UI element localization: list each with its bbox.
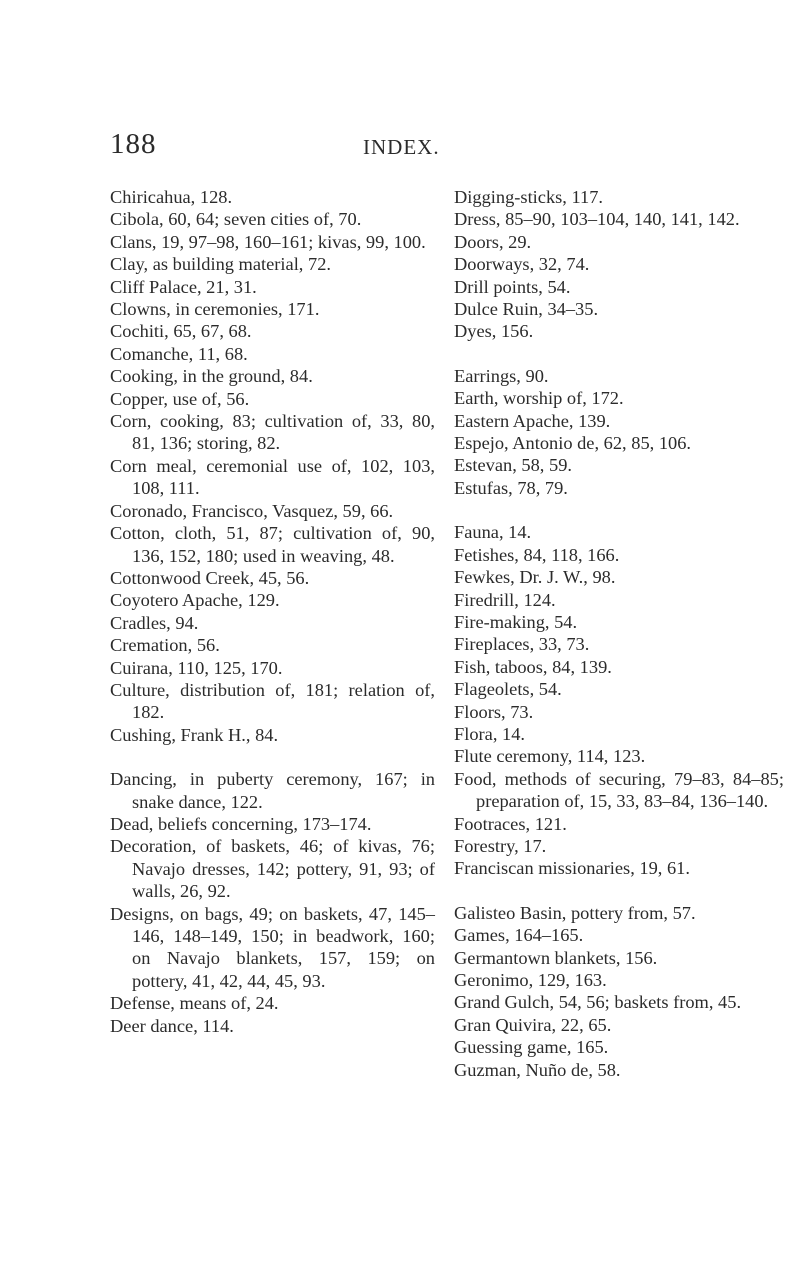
page-number: 188 (110, 128, 157, 160)
index-entry: Corn meal, ceremonial use of, 102, 103, 108, 111. (110, 455, 435, 499)
index-entry: Decoration, of baskets, 46; of kivas, 76; Navajo dresses, 142; pottery, 91, 93; of walls, 26, 92. (110, 836, 435, 902)
index-entry: Flute ceremony, 114, 123. (454, 746, 646, 767)
index-entry: Chiricahua, 128. (110, 187, 233, 207)
index-entry: Designs, on bags, 49; on baskets, 47, 145–146, 148–149, 150; in beadwork, 160; on Navajo blankets, 157, 159; on pottery, 41, 42, 44, 45, 93. (110, 903, 435, 991)
index-entry: Gran Quivira, 22, 65. (454, 1014, 612, 1035)
index-entry: Clowns, in ceremonies, 171. (110, 299, 320, 320)
index-entry: Doors, 29. (454, 231, 532, 252)
index-entry: Clay, as building material, 72. (110, 254, 331, 275)
index-group-e (454, 365, 784, 499)
index-entry: Estufas, 78, 79. (454, 477, 568, 498)
index-entry: Fish, taboos, 84, 139. (454, 656, 612, 677)
index-entry: Cibola, 60, 64; seven cities of, 70. (110, 209, 362, 230)
index-entry: Geronimo, 129, 163. (454, 970, 607, 990)
index-entry: Flageolets, 54. (454, 679, 562, 700)
group-spacer (454, 499, 784, 521)
index-entry: Cuirana, 110, 125, 170. (110, 657, 283, 678)
index-entry: Dyes, 156. (454, 321, 534, 342)
index-entry: Dead, beliefs concerning, 173–174. (110, 813, 372, 834)
index-group-f (454, 521, 784, 880)
index-entry: Earrings, 90. (454, 365, 549, 386)
index-group-d-cont (454, 186, 784, 343)
index-entry: Coyotero Apache, 129. (110, 590, 280, 611)
index-entry: Clans, 19, 97–98, 160–161; kivas, 99, 100. (110, 231, 426, 252)
index-entry: Flora, 14. (454, 723, 526, 744)
index-entry: Cochiti, 65, 67, 68. (110, 321, 252, 342)
index-entry: Forestry, 17. (454, 835, 547, 856)
index-entry: Firedrill, 124. (454, 589, 556, 610)
index-entry: Coronado, Francisco, Vasquez, 59, 66. (110, 500, 394, 521)
index-entry: Deer dance, 114. (110, 1015, 234, 1036)
index-group-c (110, 186, 435, 746)
index-entry: Cliff Palace, 21, 31. (110, 276, 257, 297)
index-entry: Food, methods of securing, 79–83, 84–85; preparation of, 15, 33, 83–84, 136–140. (454, 768, 784, 812)
index-entry: Cottonwood Creek, 45, 56. (110, 567, 310, 588)
index-entry: Fetishes, 84, 118, 166. (454, 544, 620, 565)
index-entry: Dress, 85–90, 103–104, 140, 141, 142. (454, 209, 740, 230)
index-entry: Floors, 73. (454, 701, 534, 722)
page-header: INDEX. (363, 135, 440, 159)
index-entry: Corn, cooking, 83; cultivation of, 33, 80, 81, 136; storing, 82. (110, 411, 435, 454)
index-entry: Fauna, 14. (454, 522, 532, 543)
index-entry: Grand Gulch, 54, 56; baskets from, 45. (454, 992, 742, 1013)
index-entry: Cremation, 56. (110, 635, 220, 656)
index-group-g (454, 902, 784, 1081)
index-entry: Games, 164–165. (454, 925, 584, 946)
index-entry: Drill points, 54. (454, 276, 571, 297)
index-entry: Fireplaces, 33, 73. (454, 634, 590, 655)
index-entry: Franciscan missionaries, 19, 61. (454, 858, 690, 879)
index-entry: Guzman, Nuño de, 58. (454, 1059, 621, 1080)
group-spacer (110, 746, 435, 768)
index-entry: Dulce Ruin, 34–35. (454, 299, 599, 320)
index-group-d (110, 768, 435, 1037)
index-entry: Copper, use of, 56. (110, 388, 250, 409)
index-entry: Espejo, Antonio de, 62, 85, 106. (454, 433, 692, 454)
index-entry: Comanche, 11, 68. (110, 343, 248, 364)
index-column-left (110, 186, 435, 1037)
group-spacer (454, 343, 784, 365)
index-entry: Eastern Apache, 139. (454, 410, 611, 431)
group-spacer (454, 880, 784, 902)
index-entry: Cooking, in the ground, 84. (110, 366, 313, 387)
index-column-right (454, 186, 784, 1081)
index-entry: Fewkes, Dr. J. W., 98. (454, 567, 616, 588)
index-entry: Cotton, cloth, 51, 87; cultivation of, 90, 136, 152, 180; used in weaving, 48. (110, 523, 435, 566)
index-entry: Culture, distribution of, 181; relation of, 182. (110, 679, 435, 723)
index-entry: Cradles, 94. (110, 612, 199, 633)
index-entry: Guessing game, 165. (454, 1037, 609, 1058)
index-entry: Earth, worship of, 172. (454, 388, 624, 409)
index-entry: Galisteo Basin, pottery from, 57. (454, 902, 696, 923)
index-entry: Defense, means of, 24. (110, 993, 279, 1014)
index-entry: Dancing, in puberty ceremony, 167; in snake dance, 122. (110, 769, 435, 812)
index-entry: Germantown blankets, 156. (454, 947, 658, 968)
index-entry: Footraces, 121. (454, 813, 567, 834)
index-entry: Cushing, Frank H., 84. (110, 724, 279, 745)
index-entry: Doorways, 32, 74. (454, 254, 590, 275)
index-entry: Estevan, 58, 59. (454, 455, 572, 476)
index-entry: Digging-sticks, 117. (454, 187, 603, 207)
index-entry: Fire-making, 54. (454, 611, 578, 632)
